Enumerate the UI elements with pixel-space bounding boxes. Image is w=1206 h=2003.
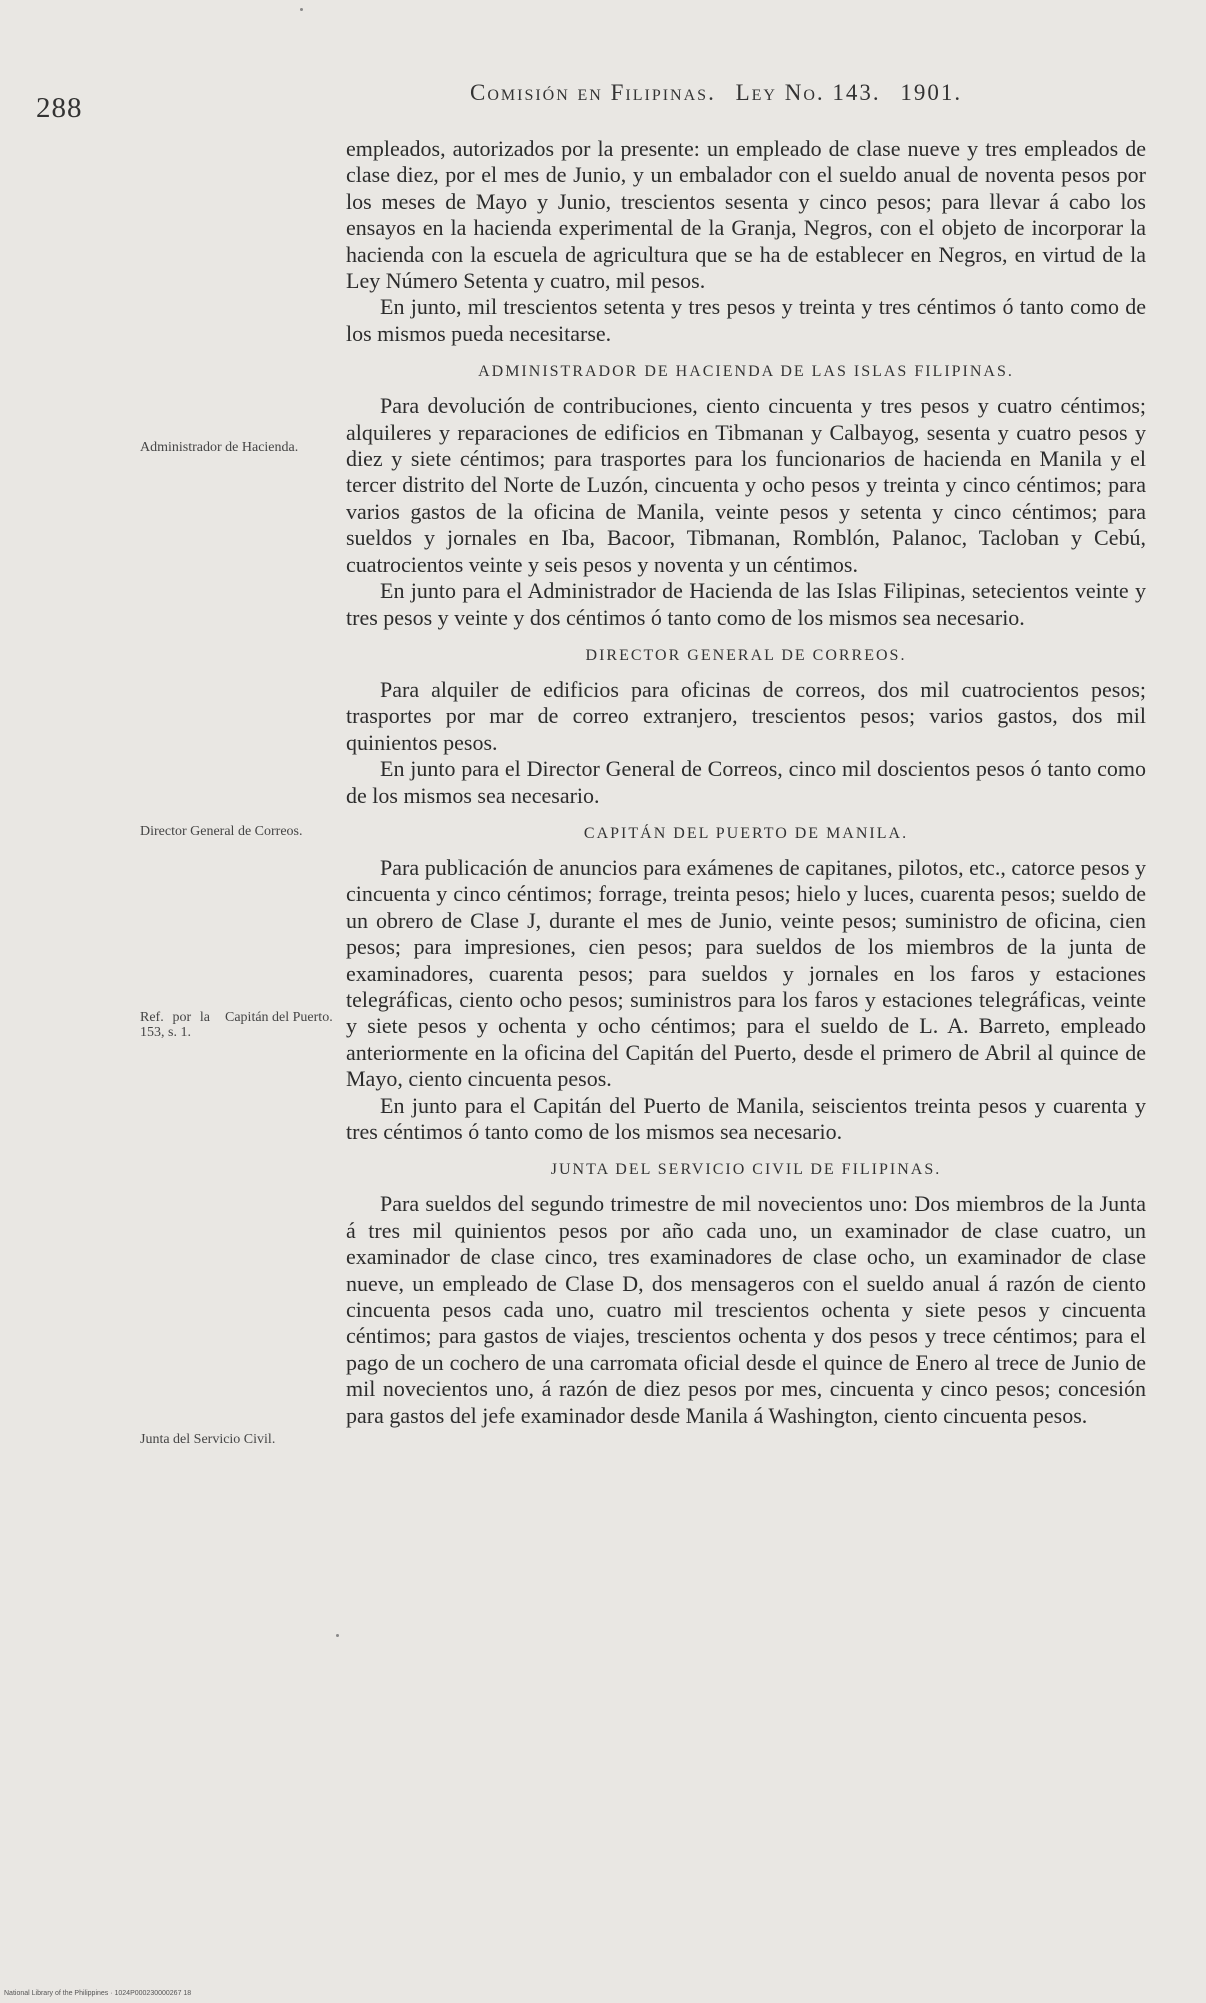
- main-text-column: [346, 136, 1146, 1429]
- margin-note-puerto: Capitán del Puerto.: [225, 1010, 333, 1025]
- scan-credit: National Library of the Philippines · 1024P000230000267 18: [4, 1990, 192, 1997]
- paper-speck: [336, 1634, 339, 1637]
- page-number: 288: [36, 92, 83, 124]
- paragraph-total-correos: En junto para el Director General de Correos, cinco mil doscientos pesos ó tanto como de los mismos sea necesario.: [346, 756, 1146, 808]
- paragraph-hacienda: Para devolución de contribuciones, ciento cincuenta y tres pesos y cuatro céntimos; alquileres y reparaciones de edificios en Tibmanan y Calbayog, sesenta y cuatro pesos y diez y siete céntimos; para trasportes para los funcionarios de hacienda en Manila y el tercer distrito del Norte de Luzón, cincuenta y ocho pesos y treinta y cinco céntimos; para varios gastos de la oficina de Manila, veinte pesos y setenta y cinco céntimos; para sueldos y jornales en Iba, Bacoor, Tibmanan, Romblón, Palanoc, Tacloban y Cebú, cuatrocientos veinte y seis pesos y noventa y un céntimos.: [346, 393, 1146, 577]
- paper-speck: [300, 8, 303, 11]
- heading-hacienda: ADMINISTRADOR DE HACIENDA DE LAS ISLAS FILIPINAS.: [478, 363, 1014, 381]
- heading-puerto: CAPITÁN DEL PUERTO DE MANILA.: [583, 824, 909, 842]
- heading-correos: DIRECTOR GENERAL DE CORREOS.: [585, 646, 907, 664]
- paragraph-empleados: empleados, autorizados por la presente: un empleado de clase nueve y tres empleados de clase diez, por el mes de Junio, y un embalador con el sueldo anual de noventa pesos por los meses de Mayo y Junio, trescientos sesenta y cinco pesos; para llevar á cabo los ensayos en la hacienda experimental de la Granja, Negros, con el objeto de incorporar la hacienda con la escuela de agricultura que se ha de establecer en Negros, en virtud de la Ley Número Setenta y cuatro, mil pesos.: [346, 136, 1146, 294]
- paragraph-puerto: Para publicación de anuncios para exámenes de capitanes, pilotos, etc., catorce pesos y cincuenta y cinco céntimos; forrage, treinta pesos; hielo y luces, cuarenta pesos; sueldo de un obrero de Clase J, durante el mes de Junio, veinte pesos; suministro de oficina, cien pesos; para impresiones, cien pesos; para sueldos de los miembros de la junta de examinadores, cuarenta pesos; para sueldos y jornales en los faros y estaciones telegráficas, ciento ocho pesos; suministros para los faros y estaciones telegráficas, veinte y siete pesos y ochenta y ocho céntimos; para el sueldo de L. A. Barreto, empleado anteriormente en la oficina del Capitán del Puerto, desde el primero de Abril al quince de Mayo, ciento cincuenta pesos.: [346, 854, 1146, 1092]
- running-head: [470, 80, 962, 106]
- running-title: Comisión en Filipinas.: [470, 80, 716, 105]
- margin-note-servicio-civil: Junta del Servicio Civil.: [140, 1432, 276, 1447]
- margin-note-correos: Director General de Correos.: [140, 824, 303, 839]
- year: 1901.: [900, 80, 963, 105]
- paragraph-servicio-civil: Para sueldos del segundo trimestre de mil novecientos uno: Dos miembros de la Junta á tres mil quinientos pesos por año cada uno, un examinador de clase cuatro, un examinador de clase cinco, tres examinadores de clase ocho, un examinador de clase nueve, un empleado de Clase D, dos mensageros con el sueldo anual á razón de ciento cincuenta pesos cada uno, cuatro mil trescientos ochenta y siete pesos y cincuenta céntimos; para gastos de viajes, trescientos ochenta y dos pesos y trece céntimos; para el pago de un cochero de una carromata oficial desde el quince de Enero al trece de Junio de mil novecientos uno, á razón de diez pesos por mes, cincuenta y cinco pesos; concesión para gastos del jefe examinador desde Manila á Washington, ciento cincuenta pesos.: [346, 1191, 1146, 1428]
- margin-note-reference: Ref. por la 153, s. 1.: [140, 1010, 210, 1040]
- law-number: Ley No. 143.: [735, 80, 881, 105]
- paragraph-total-1: En junto, mil trescientos setenta y tres pesos y treinta y tres céntimos ó tanto como de los mismos pueda necesitarse.: [346, 294, 1146, 346]
- heading-servicio-civil: JUNTA DEL SERVICIO CIVIL DE FILIPINAS.: [550, 1161, 942, 1179]
- paragraph-total-hacienda: En junto para el Administrador de Hacienda de las Islas Filipinas, setecientos veinte y tres pesos y veinte y dos céntimos ó tanto como de los mismos sea necesario.: [346, 578, 1146, 630]
- paragraph-correos: Para alquiler de edificios para oficinas de correos, dos mil cuatrocientos pesos; trasportes por mar de correo extranjero, trescientos pesos; varios gastos, dos mil quinientos pesos.: [346, 676, 1146, 755]
- margin-note-hacienda: Administrador de Hacienda.: [140, 440, 299, 455]
- paragraph-total-puerto: En junto para el Capitán del Puerto de Manila, seiscientos treinta pesos y cuarenta y tres céntimos ó tanto como de los mismos sea necesario.: [346, 1092, 1146, 1144]
